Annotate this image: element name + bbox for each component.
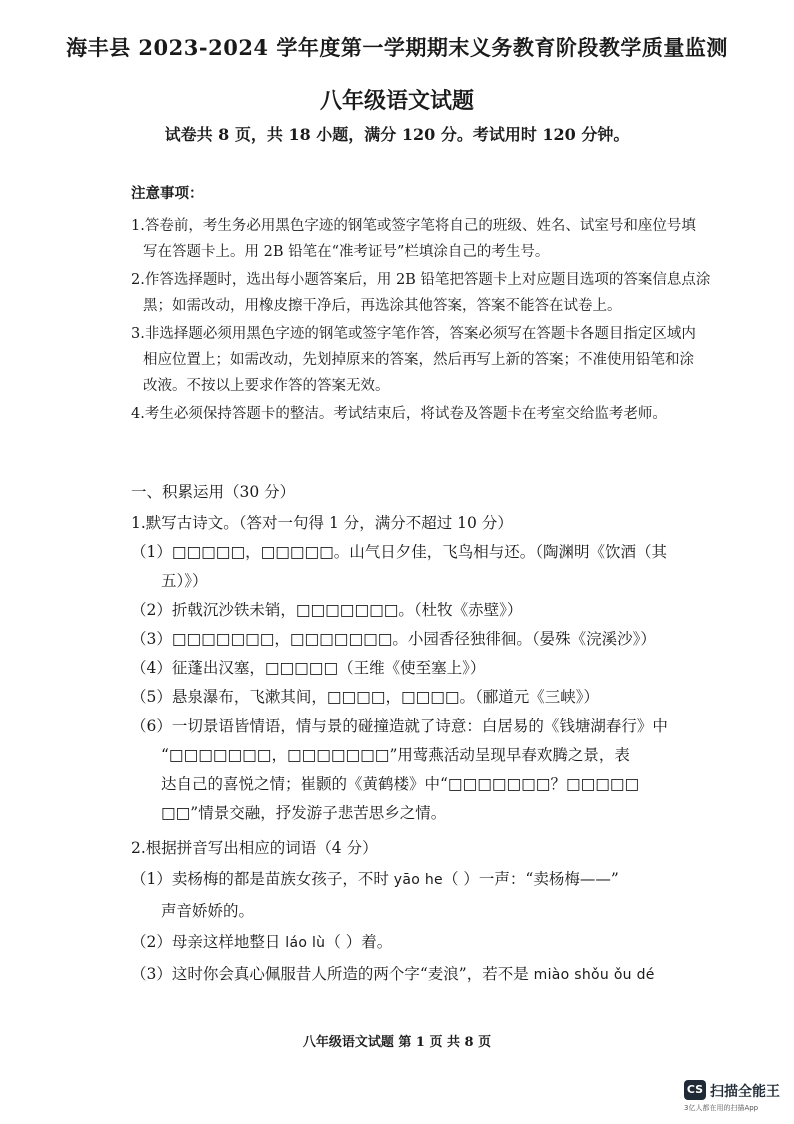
item-text: （1）卖杨梅的都是苗族女孩子，不时 xyxy=(131,870,394,888)
section-heading: 一、积累运用（30 分） xyxy=(131,483,296,501)
question-1-heading: 1.默写古诗文。（答对一句得 1 分，满分不超过 10 分） xyxy=(131,514,513,532)
item-line: （1）□□□□□，□□□□□。山气日夕佳，飞鸟相与还。（陶渊明《饮酒（其 xyxy=(131,543,668,561)
item-text: （ ）着。 xyxy=(325,933,393,951)
page-footer: 八年级语文试题 第 1 页 共 8 页 xyxy=(302,1035,492,1050)
instruction-line: 1.答卷前，考生务必用黑色字迹的钢笔或签字笔将自己的班级、姓名、试室号和座位号填 xyxy=(131,218,696,234)
pinyin-text: miào shǒu ǒu dé xyxy=(533,967,655,983)
item-line xyxy=(131,864,771,896)
pinyin-text: yāo he xyxy=(393,872,443,888)
item-text: （3）这时你会真心佩服昔人所造的两个字“麦浪”，若不是 xyxy=(131,965,534,983)
subject-title: 八年级语文试题 xyxy=(319,88,474,114)
instruction-item xyxy=(131,213,751,265)
item-line: （2）折戟沉沙铁未销，□□□□□□□。（杜牧《赤壁》） xyxy=(131,601,523,619)
instruction-item xyxy=(131,267,751,319)
question-1-item xyxy=(131,654,771,683)
item-line: 五）》） xyxy=(161,572,208,590)
question-1-item xyxy=(131,712,771,828)
question-2-item xyxy=(131,959,771,991)
instruction-line: 2.作答选择题时，选出每小题答案后，用 2B 铅笔把答题卡上对应题目选项的答案信息点涂 xyxy=(131,272,711,288)
instruction-line: 写在答题卡上。用 2B 铅笔在“准考证号”栏填涂自己的考生号。 xyxy=(143,244,550,260)
item-line xyxy=(131,959,771,991)
scanner-name: 扫描全能王 xyxy=(710,1084,780,1100)
instructions xyxy=(131,182,751,429)
scanner-watermark xyxy=(684,1078,790,1114)
item-line: （4）征蓬出汉塞，□□□□□（王维《使至塞上》） xyxy=(131,659,486,677)
item-line: （6）一切景语皆情语，情与景的碰撞造就了诗意：白居易的《钱塘湖春行》中 xyxy=(131,717,668,735)
paper-info: 试卷共 8 页，共 18 小题，满分 120 分。考试用时 120 分钟。 xyxy=(164,125,630,144)
question-1-items xyxy=(131,538,771,828)
instruction-line: 改液。不按以上要求作答的答案无效。 xyxy=(143,378,390,394)
question-2-heading: 2.根据拼音写出相应的词语（4 分） xyxy=(131,839,378,857)
question-2-item xyxy=(131,927,771,959)
item-line: 声音娇娇的。 xyxy=(161,902,255,920)
instruction-item xyxy=(131,321,751,399)
scanner-tagline: 3亿人都在用的扫描App xyxy=(684,1104,759,1112)
item-line: □□”情景交融，抒发游子悲苦思乡之情。 xyxy=(161,804,447,822)
question-1-item xyxy=(131,596,771,625)
exam-title: 海丰县 2023-2024 学年度第一学期期末义务教育阶段教学质量监测 xyxy=(66,35,728,60)
pinyin-text: láo lù xyxy=(285,935,326,951)
camscanner-icon: CS xyxy=(684,1080,706,1100)
question-1-item xyxy=(131,538,771,596)
item-text: （2）母亲这样地整日 xyxy=(131,933,286,951)
item-text: （ ）一声：“卖杨梅——” xyxy=(442,870,619,888)
question-2-item xyxy=(131,864,771,927)
question-1-item xyxy=(131,683,771,712)
item-line: （5）悬泉瀑布，飞漱其间，□□□□，□□□□。（郦道元《三峡》） xyxy=(131,688,600,706)
item-line: 达自己的喜悦之情；崔颢的《黄鹤楼》中“□□□□□□□？□□□□□ xyxy=(161,775,640,793)
item-line: （3）□□□□□□□，□□□□□□□。小园香径独徘徊。（晏殊《浣溪沙》） xyxy=(131,630,656,648)
instruction-line: 3.非选择题必须用黑色字迹的钢笔或签字笔作答，答案必须写在答题卡各题目指定区域内 xyxy=(131,326,696,342)
instruction-line: 4.考生必须保持答题卡的整洁。考试结束后，将试卷及答题卡在考室交给监考老师。 xyxy=(131,406,667,422)
item-line xyxy=(131,927,771,959)
instructions-heading: 注意事项： xyxy=(131,185,204,202)
question-2-items xyxy=(131,864,771,991)
instruction-line: 黑；如需改动，用橡皮擦干净后，再选涂其他答案，答案不能答在试卷上。 xyxy=(143,298,622,314)
instruction-item xyxy=(131,401,751,427)
item-line: “□□□□□□□，□□□□□□□”用莺燕活动呈现早春欢腾之景，表 xyxy=(161,746,630,764)
instruction-line: 相应位置上；如需改动，先划掉原来的答案，然后再写上新的答案；不准使用铅笔和涂 xyxy=(143,352,694,368)
question-1-item xyxy=(131,625,771,654)
